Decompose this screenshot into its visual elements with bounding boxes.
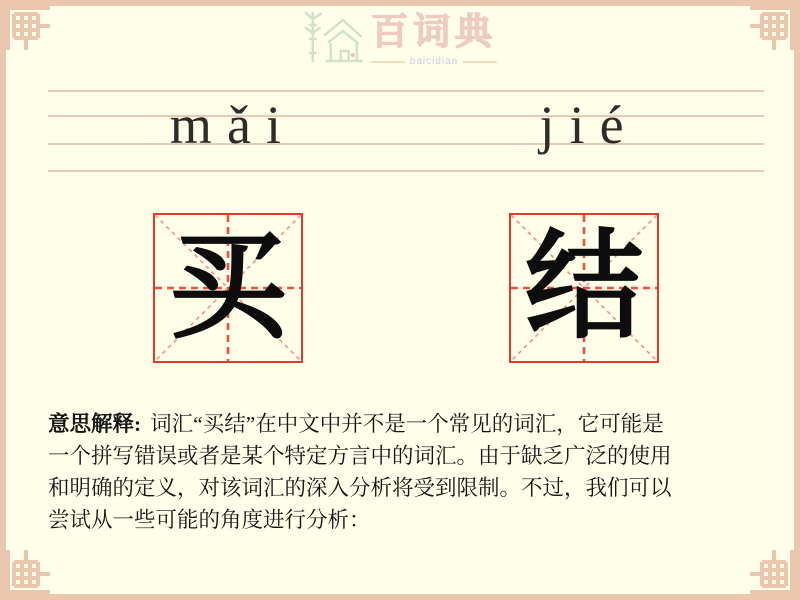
definition-paragraph (48, 408, 768, 536)
pinyin-jie: jié (539, 95, 639, 155)
definition-line: 和明确的定义，对该词汇的深入分析将受到限制。不过，我们可以 (48, 476, 672, 500)
character-box-mai (153, 213, 303, 363)
pinyin-mai: mǎi (169, 95, 297, 155)
logo-subtitle-row (371, 56, 497, 67)
definition-line: 尝试从一些可能的角度进行分析： (48, 508, 371, 532)
definition-label: 意思解释: (48, 412, 142, 436)
logo-dash-right (463, 61, 497, 63)
definition-line: 一个拼写错误或者是某个特定方言中的词汇。由于缺乏广泛的使用 (48, 444, 672, 468)
logo-dash-left (371, 61, 405, 63)
corner-ornament-top-left (6, 6, 54, 54)
hanzi-mai: 买 (168, 222, 287, 353)
hanzi-jie: 结 (524, 222, 643, 353)
character-box-jie (509, 213, 659, 363)
logo-subtitle: baicidian (409, 56, 459, 67)
definition-line (48, 408, 768, 440)
definition-line-text: 词汇“买结”在中文中并不是一个常见的词汇，它可能是 (150, 412, 664, 436)
pinyin-rule-line-1 (48, 90, 764, 92)
pinyin-rule-line-4 (48, 170, 764, 172)
corner-ornament-bottom-right (746, 546, 794, 594)
corner-ornament-bottom-left (6, 546, 54, 594)
bamboo-pavilion-icon (303, 8, 365, 66)
corner-ornament-top-right (746, 6, 794, 54)
logo-title: 百词典 (370, 12, 497, 53)
baicidian-logo[interactable] (303, 8, 497, 67)
logo-text (371, 14, 497, 67)
